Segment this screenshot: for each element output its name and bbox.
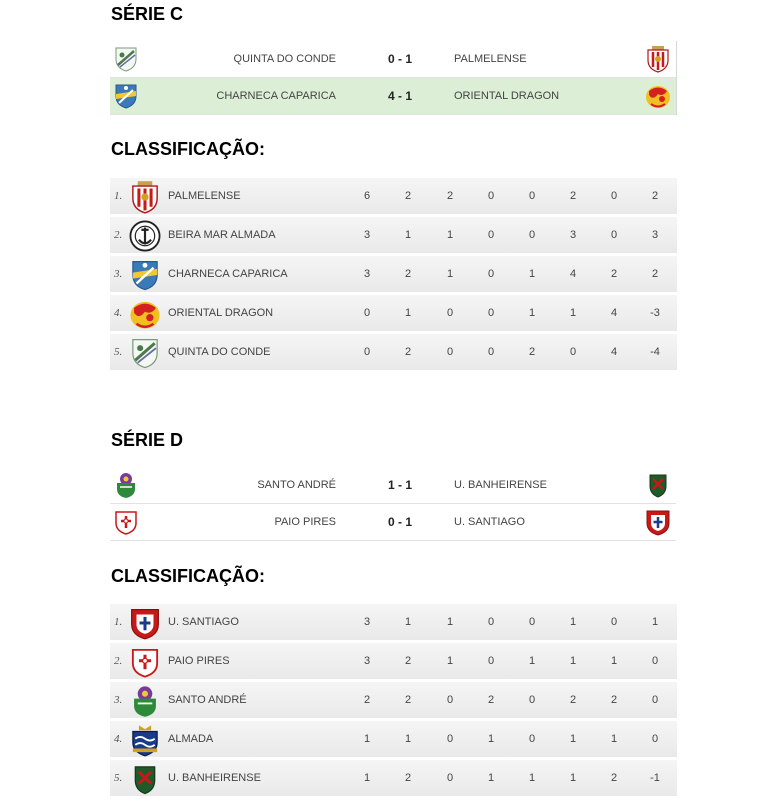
stat-cell: 3: [363, 268, 371, 280]
stat-cell: 2: [404, 694, 412, 706]
home-team[interactable]: QUINTA DO CONDE: [233, 53, 336, 65]
match-score[interactable]: 1 - 1: [387, 478, 412, 492]
oriental-dragon-crest-icon: [644, 82, 672, 110]
u-santiago-crest-icon: [128, 606, 162, 640]
stat-cell: 2: [404, 655, 412, 667]
stat-cell: 0: [487, 346, 495, 358]
stat-cell: 1: [404, 229, 412, 241]
stat-cell: 0: [487, 616, 495, 628]
position: 1.: [114, 616, 123, 628]
serie-d-standings-title: CLASSIFICAÇÃO:: [111, 566, 265, 586]
home-team[interactable]: CHARNECA CAPARICA: [216, 90, 336, 102]
stat-cell: 0: [528, 616, 536, 628]
stat-cell: 1: [528, 268, 536, 280]
stat-cell: 0: [528, 190, 536, 202]
paio-pires-crest-icon: [112, 508, 140, 536]
home-team[interactable]: SANTO ANDRÉ: [257, 479, 336, 491]
stat-cell: 1: [569, 733, 577, 745]
stat-cell: 2: [651, 190, 659, 202]
team-name[interactable]: ALMADA: [168, 733, 214, 745]
away-team[interactable]: U. BANHEIRENSE: [454, 479, 547, 491]
stat-cell: 4: [610, 307, 618, 319]
stat-cell: 1: [446, 268, 454, 280]
team-name[interactable]: SANTO ANDRÉ: [168, 694, 247, 706]
stat-cell: 0: [363, 346, 371, 358]
stat-cell: 2: [651, 268, 659, 280]
stat-cell: 0: [487, 229, 495, 241]
stat-cell: 3: [569, 229, 577, 241]
position: 4.: [114, 733, 123, 745]
stat-cell: 0: [446, 307, 454, 319]
match-score[interactable]: 0 - 1: [387, 515, 412, 529]
stat-cell: 0: [446, 733, 454, 745]
stat-cell: 2: [404, 772, 412, 784]
stat-cell: 1: [404, 733, 412, 745]
stat-cell: 1: [446, 655, 454, 667]
match-row[interactable]: [110, 41, 676, 78]
serie-c-standings: [110, 178, 677, 373]
stat-cell: 4: [610, 346, 618, 358]
serie-d-standings: [110, 604, 677, 799]
position: 5.: [114, 346, 123, 358]
stat-cell: 0: [610, 616, 618, 628]
standings-row[interactable]: [110, 334, 677, 370]
position: 4.: [114, 307, 123, 319]
stat-cell: 1: [569, 616, 577, 628]
stat-cell: 1: [528, 772, 536, 784]
standings-row[interactable]: [110, 295, 677, 331]
stat-cell: 0: [569, 346, 577, 358]
u-santiago-crest-icon: [644, 508, 672, 536]
team-name[interactable]: U. SANTIAGO: [168, 616, 239, 628]
stat-cell: 0: [651, 733, 659, 745]
stat-cell: 3: [363, 655, 371, 667]
team-name[interactable]: ORIENTAL DRAGON: [168, 307, 274, 319]
team-name[interactable]: PALMELENSE: [168, 190, 241, 202]
away-team[interactable]: U. SANTIAGO: [454, 516, 525, 528]
stat-cell: 2: [569, 694, 577, 706]
standings-row[interactable]: [110, 178, 677, 214]
stat-cell: 0: [487, 307, 495, 319]
serie-c-standings-title: CLASSIFICAÇÃO:: [111, 139, 265, 159]
stat-cell: 1: [569, 772, 577, 784]
stat-cell: 0: [487, 190, 495, 202]
standings-row[interactable]: [110, 217, 677, 253]
charneca-caparica-crest-icon: [128, 258, 162, 292]
stat-cell: 0: [363, 307, 371, 319]
stat-cell: 1: [363, 733, 371, 745]
team-name[interactable]: BEIRA MAR ALMADA: [168, 229, 276, 241]
standings-row[interactable]: [110, 256, 677, 292]
position: 2.: [114, 229, 123, 241]
stat-cell: 1: [651, 616, 659, 628]
stat-cell: 2: [610, 268, 618, 280]
stat-cell: 0: [610, 229, 618, 241]
team-name[interactable]: CHARNECA CAPARICA: [168, 268, 288, 280]
stat-cell: -1: [650, 772, 660, 784]
position: 2.: [114, 655, 123, 667]
match-row[interactable]: [110, 467, 676, 504]
stat-cell: 1: [610, 733, 618, 745]
team-name[interactable]: PAIO PIRES: [168, 655, 230, 667]
santo-andre-crest-icon: [128, 684, 162, 718]
away-team[interactable]: ORIENTAL DRAGON: [454, 90, 560, 102]
away-team[interactable]: PALMELENSE: [454, 53, 527, 65]
oriental-dragon-crest-icon: [128, 297, 162, 331]
stat-cell: 1: [487, 772, 495, 784]
stat-cell: 1: [569, 655, 577, 667]
match-row[interactable]: [110, 504, 676, 541]
stat-cell: 2: [404, 190, 412, 202]
stat-cell: -3: [650, 307, 660, 319]
stat-cell: 2: [610, 694, 618, 706]
position: 3.: [114, 694, 123, 706]
quinta-do-conde-crest-icon: [112, 45, 140, 73]
stat-cell: 2: [404, 268, 412, 280]
stat-cell: 3: [363, 229, 371, 241]
position: 1.: [114, 190, 123, 202]
stat-cell: 6: [363, 190, 371, 202]
stat-cell: 2: [610, 772, 618, 784]
match-score[interactable]: 4 - 1: [387, 89, 412, 103]
standings-row[interactable]: [110, 682, 677, 718]
team-name[interactable]: U. BANHEIRENSE: [168, 772, 261, 784]
standings-row[interactable]: [110, 643, 677, 679]
serie-d-results: [110, 467, 676, 541]
almada-crest-icon: [128, 723, 162, 757]
stat-cell: 2: [363, 694, 371, 706]
stat-cell: 1: [487, 733, 495, 745]
palmelense-crest-icon: [128, 180, 162, 214]
stat-cell: 3: [363, 616, 371, 628]
palmelense-crest-icon: [644, 45, 672, 73]
stat-cell: 2: [569, 190, 577, 202]
paio-pires-crest-icon: [128, 645, 162, 679]
team-name[interactable]: QUINTA DO CONDE: [168, 346, 271, 358]
position: 5.: [114, 772, 123, 784]
home-team[interactable]: PAIO PIRES: [274, 516, 336, 528]
stat-cell: 3: [651, 229, 659, 241]
beira-mar-almada-crest-icon: [128, 219, 162, 253]
position: 3.: [114, 268, 123, 280]
u-banheirense-crest-icon: [644, 471, 672, 499]
standings-row[interactable]: [110, 604, 677, 640]
santo-andre-crest-icon: [112, 471, 140, 499]
stat-cell: 1: [404, 307, 412, 319]
standings-row[interactable]: [110, 760, 677, 796]
stat-cell: -4: [650, 346, 660, 358]
stat-cell: 2: [487, 694, 495, 706]
stat-cell: 0: [528, 733, 536, 745]
stat-cell: 2: [404, 346, 412, 358]
stat-cell: 0: [528, 229, 536, 241]
stat-cell: 1: [569, 307, 577, 319]
stat-cell: 0: [487, 655, 495, 667]
u-banheirense-crest-icon: [128, 762, 162, 796]
stat-cell: 0: [610, 190, 618, 202]
stat-cell: 0: [528, 694, 536, 706]
serie-c-title: SÉRIE C: [111, 4, 184, 24]
serie-d-title: SÉRIE D: [111, 430, 184, 450]
quinta-do-conde-crest-icon: [128, 336, 162, 370]
stat-cell: 1: [404, 616, 412, 628]
stat-cell: 0: [651, 694, 659, 706]
stat-cell: 4: [569, 268, 577, 280]
match-row[interactable]: [110, 78, 676, 115]
stat-cell: 1: [528, 655, 536, 667]
stat-cell: 2: [446, 190, 454, 202]
standings-row[interactable]: [110, 721, 677, 757]
match-score[interactable]: 0 - 1: [387, 52, 412, 66]
stat-cell: 0: [446, 346, 454, 358]
stat-cell: 2: [528, 346, 536, 358]
stat-cell: 1: [363, 772, 371, 784]
stat-cell: 0: [446, 694, 454, 706]
stat-cell: 1: [446, 616, 454, 628]
stat-cell: 1: [528, 307, 536, 319]
stat-cell: 0: [487, 268, 495, 280]
stat-cell: 0: [446, 772, 454, 784]
charneca-caparica-crest-icon: [112, 82, 140, 110]
serie-c-results: [110, 41, 677, 115]
stat-cell: 1: [610, 655, 618, 667]
stat-cell: 0: [651, 655, 659, 667]
stat-cell: 1: [446, 229, 454, 241]
